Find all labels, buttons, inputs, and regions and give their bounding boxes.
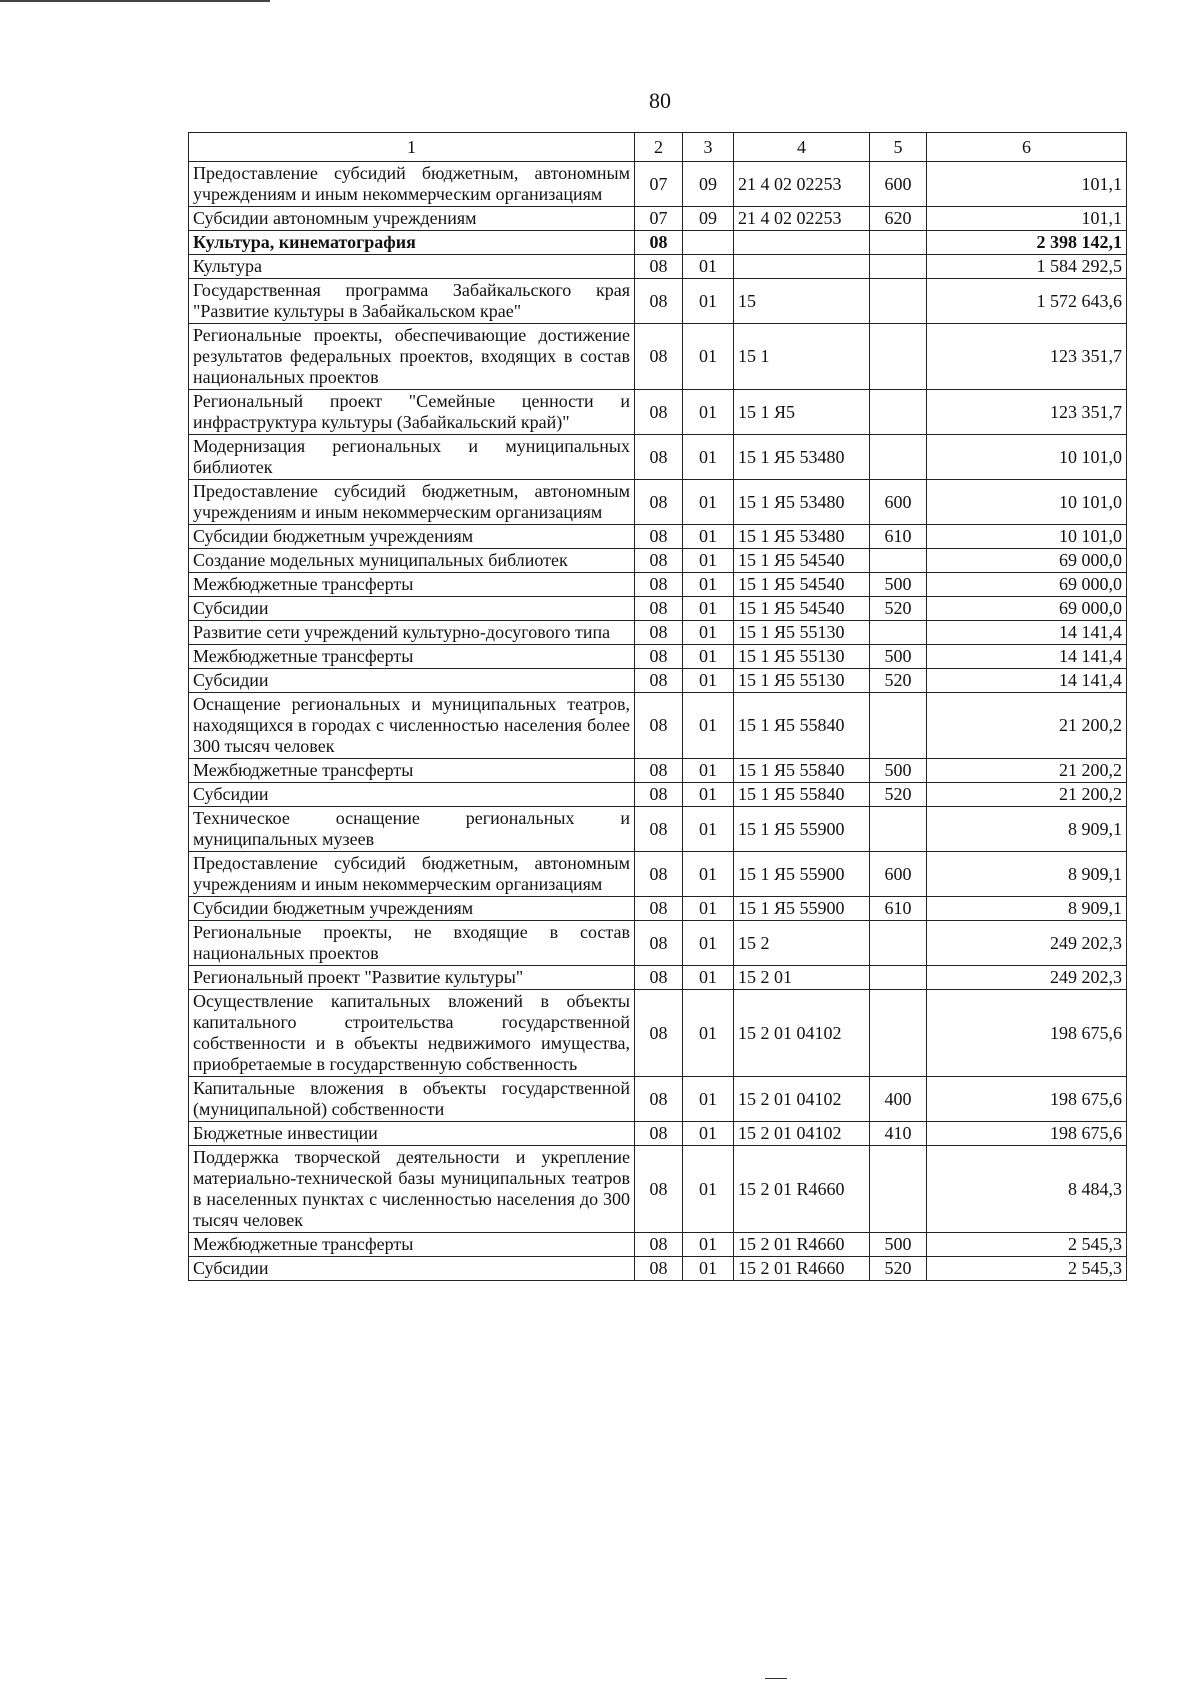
row-section-cell: 08 xyxy=(635,324,683,390)
row-expense-type-cell: 610 xyxy=(870,525,927,549)
row-subsection-cell: 01 xyxy=(683,324,734,390)
row-expense-type-cell: 600 xyxy=(870,162,927,207)
row-target-code-cell: 15 1 Я5 54540 xyxy=(734,597,870,621)
table-row xyxy=(189,597,1127,621)
row-amount-cell: 69 000,0 xyxy=(927,549,1127,573)
row-name-cell: Культура, кинематография xyxy=(189,231,635,255)
row-name-cell: Региональные проекты, обеспечивающие достижение результатов федеральных проектов, входящих в состав национальных проектов xyxy=(189,324,635,390)
page-number: 80 xyxy=(649,88,671,113)
row-section-cell: 08 xyxy=(635,279,683,324)
row-target-code-cell: 15 1 Я5 53480 xyxy=(734,525,870,549)
table-row xyxy=(189,669,1127,693)
table-row xyxy=(189,162,1127,207)
table-row xyxy=(189,255,1127,279)
row-name-cell: Субсидии xyxy=(189,783,635,807)
row-subsection-cell: 01 xyxy=(683,390,734,435)
row-expense-type-cell: 410 xyxy=(870,1122,927,1146)
row-name-cell: Бюджетные инвестиции xyxy=(189,1122,635,1146)
table-row xyxy=(189,693,1127,759)
row-expense-type-cell xyxy=(870,966,927,990)
row-name-cell: Осуществление капитальных вложений в объекты капитального строительства государственной собственности и в объекты недвижимого имущества, приобретаемые в государственную собственность xyxy=(189,990,635,1077)
row-expense-type-cell: 600 xyxy=(870,480,927,525)
row-section-cell: 08 xyxy=(635,921,683,966)
row-subsection-cell: 01 xyxy=(683,1257,734,1281)
table-row xyxy=(189,990,1127,1077)
row-name-cell: Межбюджетные трансферты xyxy=(189,1233,635,1257)
row-amount-cell: 69 000,0 xyxy=(927,573,1127,597)
table-row xyxy=(189,783,1127,807)
row-subsection-cell: 01 xyxy=(683,1146,734,1233)
row-target-code-cell: 15 2 01 R4660 xyxy=(734,1146,870,1233)
row-subsection-cell: 01 xyxy=(683,279,734,324)
table-row xyxy=(189,390,1127,435)
row-target-code-cell: 15 1 Я5 55840 xyxy=(734,783,870,807)
row-amount-cell: 21 200,2 xyxy=(927,759,1127,783)
row-amount-cell: 2 545,3 xyxy=(927,1233,1127,1257)
row-subsection-cell: 01 xyxy=(683,966,734,990)
row-name-cell: Региональный проект "Семейные ценности и инфраструктура культуры (Забайкальский край)" xyxy=(189,390,635,435)
row-target-code-cell: 15 2 01 04102 xyxy=(734,990,870,1077)
row-section-cell: 08 xyxy=(635,480,683,525)
row-amount-cell: 14 141,4 xyxy=(927,669,1127,693)
row-section-cell: 08 xyxy=(635,807,683,852)
scan-edge-line xyxy=(0,0,270,2)
row-target-code-cell: 15 2 01 04102 xyxy=(734,1122,870,1146)
row-section-cell: 08 xyxy=(635,255,683,279)
table-row xyxy=(189,645,1127,669)
table-row xyxy=(189,231,1127,255)
row-subsection-cell: 01 xyxy=(683,921,734,966)
row-amount-cell: 198 675,6 xyxy=(927,1122,1127,1146)
row-section-cell: 08 xyxy=(635,1146,683,1233)
table-row xyxy=(189,966,1127,990)
table-row xyxy=(189,480,1127,525)
row-subsection-cell: 01 xyxy=(683,1077,734,1122)
row-amount-cell: 10 101,0 xyxy=(927,435,1127,480)
table-header-row xyxy=(189,133,1127,162)
row-target-code-cell: 15 2 01 R4660 xyxy=(734,1257,870,1281)
row-subsection-cell: 01 xyxy=(683,852,734,897)
row-expense-type-cell xyxy=(870,279,927,324)
row-expense-type-cell: 500 xyxy=(870,645,927,669)
table-row xyxy=(189,759,1127,783)
header-col-4: 4 xyxy=(734,133,870,162)
row-subsection-cell: 01 xyxy=(683,783,734,807)
row-subsection-cell: 01 xyxy=(683,621,734,645)
row-subsection-cell: 01 xyxy=(683,669,734,693)
row-subsection-cell: 01 xyxy=(683,1122,734,1146)
row-section-cell: 07 xyxy=(635,162,683,207)
row-target-code-cell: 15 2 01 04102 xyxy=(734,1077,870,1122)
row-expense-type-cell: 600 xyxy=(870,852,927,897)
page-footer-mark xyxy=(765,1678,787,1679)
row-name-cell: Предоставление субсидий бюджетным, автономным учреждениям и иным некоммерческим организациям xyxy=(189,162,635,207)
row-name-cell: Субсидии xyxy=(189,597,635,621)
row-target-code-cell: 15 1 Я5 xyxy=(734,390,870,435)
row-expense-type-cell: 620 xyxy=(870,207,927,231)
row-expense-type-cell xyxy=(870,1146,927,1233)
row-expense-type-cell xyxy=(870,693,927,759)
table-row xyxy=(189,207,1127,231)
row-name-cell: Субсидии xyxy=(189,1257,635,1281)
header-col-5: 5 xyxy=(870,133,927,162)
row-expense-type-cell xyxy=(870,621,927,645)
row-expense-type-cell xyxy=(870,231,927,255)
header-col-3: 3 xyxy=(683,133,734,162)
row-target-code-cell: 15 1 Я5 54540 xyxy=(734,573,870,597)
row-subsection-cell: 01 xyxy=(683,480,734,525)
table-body xyxy=(189,162,1127,1281)
row-expense-type-cell: 520 xyxy=(870,597,927,621)
row-subsection-cell: 01 xyxy=(683,1233,734,1257)
row-expense-type-cell: 500 xyxy=(870,759,927,783)
header-col-2: 2 xyxy=(635,133,683,162)
row-section-cell: 08 xyxy=(635,573,683,597)
row-amount-cell: 8 484,3 xyxy=(927,1146,1127,1233)
row-subsection-cell: 01 xyxy=(683,525,734,549)
row-amount-cell: 10 101,0 xyxy=(927,525,1127,549)
row-subsection-cell: 01 xyxy=(683,645,734,669)
row-section-cell: 08 xyxy=(635,1077,683,1122)
row-name-cell: Развитие сети учреждений культурно-досугового типа xyxy=(189,621,635,645)
row-section-cell: 08 xyxy=(635,621,683,645)
row-amount-cell: 10 101,0 xyxy=(927,480,1127,525)
table-row xyxy=(189,549,1127,573)
row-subsection-cell xyxy=(683,231,734,255)
row-name-cell: Межбюджетные трансферты xyxy=(189,759,635,783)
row-expense-type-cell: 500 xyxy=(870,573,927,597)
row-section-cell: 08 xyxy=(635,597,683,621)
row-amount-cell: 101,1 xyxy=(927,207,1127,231)
row-expense-type-cell xyxy=(870,390,927,435)
row-subsection-cell: 01 xyxy=(683,255,734,279)
row-name-cell: Региональный проект "Развитие культуры" xyxy=(189,966,635,990)
row-expense-type-cell xyxy=(870,435,927,480)
row-name-cell: Межбюджетные трансферты xyxy=(189,573,635,597)
row-name-cell: Капитальные вложения в объекты государственной (муниципальной) собственности xyxy=(189,1077,635,1122)
row-target-code-cell: 15 2 01 R4660 xyxy=(734,1233,870,1257)
row-section-cell: 08 xyxy=(635,1257,683,1281)
table-row xyxy=(189,621,1127,645)
row-subsection-cell: 01 xyxy=(683,693,734,759)
row-section-cell: 07 xyxy=(635,207,683,231)
row-target-code-cell: 15 1 Я5 55840 xyxy=(734,759,870,783)
row-target-code-cell: 15 1 Я5 54540 xyxy=(734,549,870,573)
row-amount-cell: 21 200,2 xyxy=(927,693,1127,759)
table-row xyxy=(189,1233,1127,1257)
row-amount-cell: 21 200,2 xyxy=(927,783,1127,807)
row-subsection-cell: 01 xyxy=(683,990,734,1077)
row-section-cell: 08 xyxy=(635,966,683,990)
row-amount-cell: 8 909,1 xyxy=(927,807,1127,852)
row-target-code-cell: 15 1 Я5 53480 xyxy=(734,480,870,525)
table-row xyxy=(189,435,1127,480)
row-expense-type-cell xyxy=(870,990,927,1077)
row-name-cell: Оснащение региональных и муниципальных театров, находящихся в городах с численностью населения более 300 тысяч человек xyxy=(189,693,635,759)
row-name-cell: Поддержка творческой деятельности и укрепление материально-технической базы муниципальных театров в населенных пунктах с численностью населения до 300 тысяч человек xyxy=(189,1146,635,1233)
row-section-cell: 08 xyxy=(635,759,683,783)
row-section-cell: 08 xyxy=(635,645,683,669)
row-subsection-cell: 01 xyxy=(683,573,734,597)
table-row xyxy=(189,1257,1127,1281)
row-section-cell: 08 xyxy=(635,693,683,759)
row-subsection-cell: 01 xyxy=(683,435,734,480)
row-subsection-cell: 01 xyxy=(683,759,734,783)
row-expense-type-cell: 610 xyxy=(870,897,927,921)
table-row xyxy=(189,1077,1127,1122)
row-target-code-cell: 15 1 Я5 55130 xyxy=(734,621,870,645)
row-target-code-cell xyxy=(734,231,870,255)
table-row xyxy=(189,573,1127,597)
row-subsection-cell: 09 xyxy=(683,207,734,231)
row-subsection-cell: 01 xyxy=(683,807,734,852)
row-name-cell: Государственная программа Забайкальского края "Развитие культуры в Забайкальском крае" xyxy=(189,279,635,324)
header-col-6: 6 xyxy=(927,133,1127,162)
budget-table xyxy=(188,132,1127,1281)
row-amount-cell: 123 351,7 xyxy=(927,324,1127,390)
row-target-code-cell: 21 4 02 02253 xyxy=(734,207,870,231)
table-row xyxy=(189,921,1127,966)
row-name-cell: Субсидии бюджетным учреждениям xyxy=(189,525,635,549)
row-section-cell: 08 xyxy=(635,852,683,897)
row-expense-type-cell xyxy=(870,921,927,966)
row-target-code-cell: 15 1 Я5 55900 xyxy=(734,897,870,921)
row-amount-cell: 101,1 xyxy=(927,162,1127,207)
row-section-cell: 08 xyxy=(635,1233,683,1257)
table-row xyxy=(189,525,1127,549)
row-amount-cell: 14 141,4 xyxy=(927,621,1127,645)
row-section-cell: 08 xyxy=(635,990,683,1077)
row-amount-cell: 123 351,7 xyxy=(927,390,1127,435)
row-target-code-cell: 15 2 xyxy=(734,921,870,966)
row-amount-cell: 198 675,6 xyxy=(927,990,1127,1077)
row-name-cell: Создание модельных муниципальных библиотек xyxy=(189,549,635,573)
row-section-cell: 08 xyxy=(635,549,683,573)
row-amount-cell: 14 141,4 xyxy=(927,645,1127,669)
row-amount-cell: 8 909,1 xyxy=(927,897,1127,921)
row-subsection-cell: 01 xyxy=(683,597,734,621)
table-row xyxy=(189,1146,1127,1233)
row-name-cell: Культура xyxy=(189,255,635,279)
row-target-code-cell: 15 1 Я5 53480 xyxy=(734,435,870,480)
row-expense-type-cell xyxy=(870,549,927,573)
row-target-code-cell: 15 1 Я5 55900 xyxy=(734,807,870,852)
table-row xyxy=(189,897,1127,921)
row-target-code-cell: 15 1 xyxy=(734,324,870,390)
row-section-cell: 08 xyxy=(635,390,683,435)
row-expense-type-cell: 500 xyxy=(870,1233,927,1257)
row-expense-type-cell: 520 xyxy=(870,783,927,807)
row-name-cell: Субсидии xyxy=(189,669,635,693)
row-name-cell: Межбюджетные трансферты xyxy=(189,645,635,669)
row-amount-cell: 1 572 643,6 xyxy=(927,279,1127,324)
row-name-cell: Модернизация региональных и муниципальных библиотек xyxy=(189,435,635,480)
row-section-cell: 08 xyxy=(635,1122,683,1146)
row-amount-cell: 2 545,3 xyxy=(927,1257,1127,1281)
row-amount-cell: 198 675,6 xyxy=(927,1077,1127,1122)
row-name-cell: Предоставление субсидий бюджетным, автономным учреждениям и иным некоммерческим организациям xyxy=(189,852,635,897)
row-target-code-cell: 15 1 Я5 55130 xyxy=(734,645,870,669)
header-col-1: 1 xyxy=(189,133,635,162)
row-target-code-cell: 15 xyxy=(734,279,870,324)
row-section-cell: 08 xyxy=(635,525,683,549)
row-amount-cell: 8 909,1 xyxy=(927,852,1127,897)
table-row xyxy=(189,807,1127,852)
row-expense-type-cell xyxy=(870,255,927,279)
row-name-cell: Предоставление субсидий бюджетным, автономным учреждениям и иным некоммерческим организациям xyxy=(189,480,635,525)
row-amount-cell: 1 584 292,5 xyxy=(927,255,1127,279)
table-row xyxy=(189,1122,1127,1146)
row-section-cell: 08 xyxy=(635,897,683,921)
row-name-cell: Субсидии бюджетным учреждениям xyxy=(189,897,635,921)
row-expense-type-cell: 520 xyxy=(870,669,927,693)
row-target-code-cell xyxy=(734,255,870,279)
row-target-code-cell: 15 2 01 xyxy=(734,966,870,990)
table-row xyxy=(189,279,1127,324)
table-row xyxy=(189,852,1127,897)
row-target-code-cell: 21 4 02 02253 xyxy=(734,162,870,207)
row-section-cell: 08 xyxy=(635,231,683,255)
row-amount-cell: 69 000,0 xyxy=(927,597,1127,621)
row-subsection-cell: 01 xyxy=(683,549,734,573)
row-section-cell: 08 xyxy=(635,783,683,807)
row-subsection-cell: 01 xyxy=(683,897,734,921)
row-section-cell: 08 xyxy=(635,435,683,480)
row-expense-type-cell xyxy=(870,807,927,852)
row-expense-type-cell xyxy=(870,324,927,390)
row-name-cell: Субсидии автономным учреждениям xyxy=(189,207,635,231)
row-name-cell: Региональные проекты, не входящие в состав национальных проектов xyxy=(189,921,635,966)
row-expense-type-cell: 400 xyxy=(870,1077,927,1122)
row-target-code-cell: 15 1 Я5 55130 xyxy=(734,669,870,693)
row-amount-cell: 249 202,3 xyxy=(927,921,1127,966)
row-subsection-cell: 09 xyxy=(683,162,734,207)
row-target-code-cell: 15 1 Я5 55840 xyxy=(734,693,870,759)
row-target-code-cell: 15 1 Я5 55900 xyxy=(734,852,870,897)
row-name-cell: Техническое оснащение региональных и муниципальных музеев xyxy=(189,807,635,852)
row-amount-cell: 2 398 142,1 xyxy=(927,231,1127,255)
row-section-cell: 08 xyxy=(635,669,683,693)
row-amount-cell: 249 202,3 xyxy=(927,966,1127,990)
row-expense-type-cell: 520 xyxy=(870,1257,927,1281)
table-row xyxy=(189,324,1127,390)
